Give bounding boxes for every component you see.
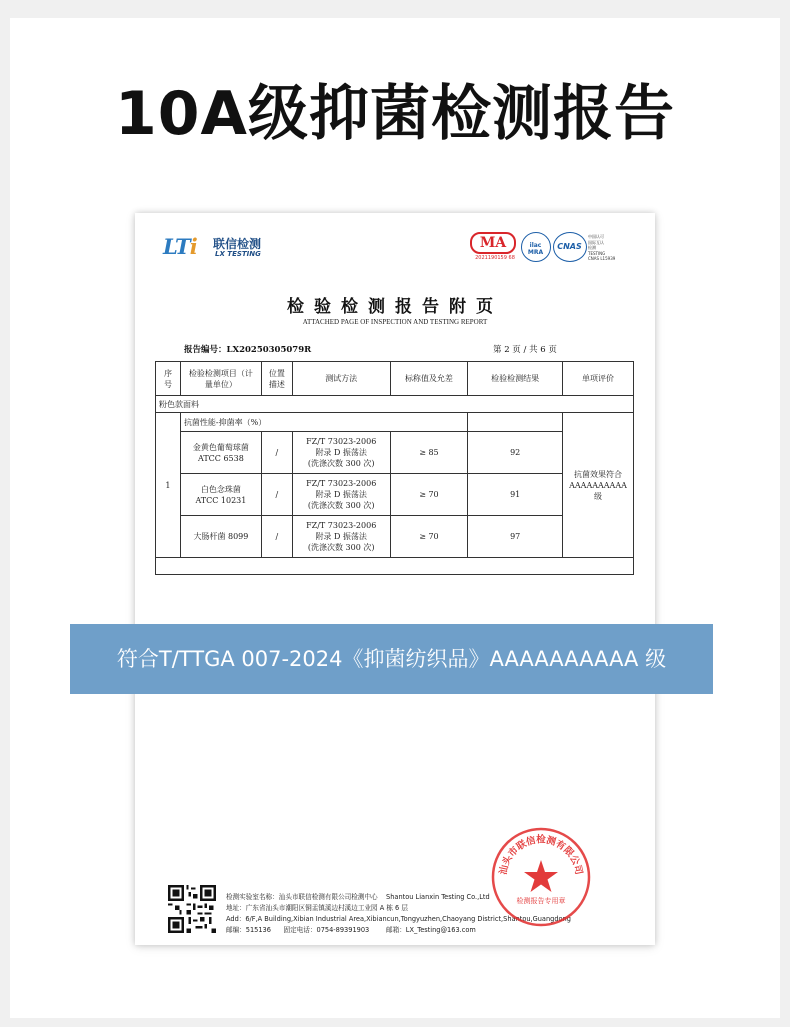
item-cell: 白色念珠菌 ATCC 10231 [180, 474, 261, 516]
company-seal [490, 826, 592, 928]
cnas-mark [553, 232, 587, 262]
standard-cell: ≥ 85 [390, 432, 468, 474]
table-row [156, 432, 634, 474]
header-result: 检验检测结果 [468, 362, 563, 396]
row-number: 1 [156, 413, 181, 558]
table-row [156, 474, 634, 516]
cma-label: MA [470, 232, 516, 254]
page-headline: 10A级抑菌检测报告 [115, 79, 675, 149]
method-cell: FZ/T 73023-2006 附录 D 振荡法 (洗涤次数 300 次) [292, 432, 390, 474]
logo-name-cn: 联信检测 [213, 237, 262, 251]
cma-number: 2021190159 68 [475, 255, 515, 261]
logo-mark: LTi [163, 234, 197, 259]
qr-code-icon [168, 885, 216, 933]
footer-email: 邮箱：LX_Testing@163.com [386, 926, 476, 934]
header-position: 位置描述 [261, 362, 292, 396]
seal-icon [490, 826, 592, 928]
blank-row [156, 558, 634, 575]
property-result-blank [468, 413, 563, 432]
compliance-banner: 符合T/TTGA 007-2024《抑菌纺织品》AAAAAAAAAA 级 [70, 624, 713, 694]
position-cell: / [261, 516, 292, 558]
table-row [156, 516, 634, 558]
result-cell: 91 [468, 474, 563, 516]
header-method: 测试方法 [292, 362, 390, 396]
method-cell: FZ/T 73023-2006 附录 D 振荡法 (洗涤次数 300 次) [292, 516, 390, 558]
page-number: 第 2 页 / 共 6 页 [493, 345, 557, 355]
results-table [155, 361, 634, 575]
sample-row [156, 396, 634, 413]
document-title: 检验检测报告附页 [287, 297, 503, 317]
position-cell: / [261, 432, 292, 474]
standard-cell: ≥ 70 [390, 516, 468, 558]
footer-address: 地址：广东省汕头市潮阳区铜盂镇溪边村溪边工业园 A 栋 6 层 [226, 904, 408, 912]
footer-lab-en: Shantou Lianxin Testing Co.,Ltd [386, 893, 490, 901]
ilac-label: ilac MRA [527, 242, 544, 256]
standard-cell: ≥ 70 [390, 474, 468, 516]
method-cell: FZ/T 73023-2006 附录 D 振荡法 (洗涤次数 300 次) [292, 474, 390, 516]
property-name: 抗菌性能-抑菌率（%） [180, 413, 467, 432]
header-evaluation: 单项评价 [563, 362, 634, 396]
result-cell: 92 [468, 432, 563, 474]
footer-postcode: 邮编：515136 [226, 926, 271, 934]
item-cell: 金黄色葡萄球菌 ATCC 6538 [180, 432, 261, 474]
footer-phone: 固定电话：0754-89391903 [283, 926, 370, 934]
company-logo [163, 232, 273, 262]
blank-cell [156, 558, 634, 575]
header-item: 检验检测项目（计量单位） [180, 362, 261, 396]
evaluation-cell: 抗菌效果符合 AAAAAAAAAA 级 [563, 413, 634, 558]
document-subtitle: ATTACHED PAGE OF INSPECTION AND TESTING REPORT [302, 318, 488, 326]
header-standard: 标称值及允差 [390, 362, 468, 396]
result-cell: 97 [468, 516, 563, 558]
footer-lab: 检测实验室名称：汕头市联信检测有限公司检测中心 [226, 893, 378, 901]
cma-mark [470, 232, 520, 264]
ilac-mark [521, 232, 551, 262]
property-row [156, 413, 634, 432]
cnas-label: CNAS [557, 242, 582, 251]
header-seq: 序号 [156, 362, 181, 396]
cnas-side-text: 中国认可 国际互认 检测 TESTING CNAS L15939 [588, 234, 616, 261]
item-cell: 大肠杆菌 8099 [180, 516, 261, 558]
footer-address-en: Add：6/F,A Building,Xibian Industrial Area,Xibiancun,Tongyuzhen,Chaoyang District,Shantou,Guangdong [226, 915, 571, 923]
position-cell: / [261, 474, 292, 516]
report-number: 报告编号：LX20250305079R [184, 345, 312, 355]
sample-name: 粉色款面料 [156, 396, 634, 413]
logo-name-en: LX TESTING [215, 250, 261, 258]
seal-inner-text: 检测报告专用章 [516, 897, 566, 905]
svg-text:汕头市联信检测有限公司: 汕头市联信检测有限公司 [497, 834, 585, 876]
table-header-row [156, 362, 634, 396]
